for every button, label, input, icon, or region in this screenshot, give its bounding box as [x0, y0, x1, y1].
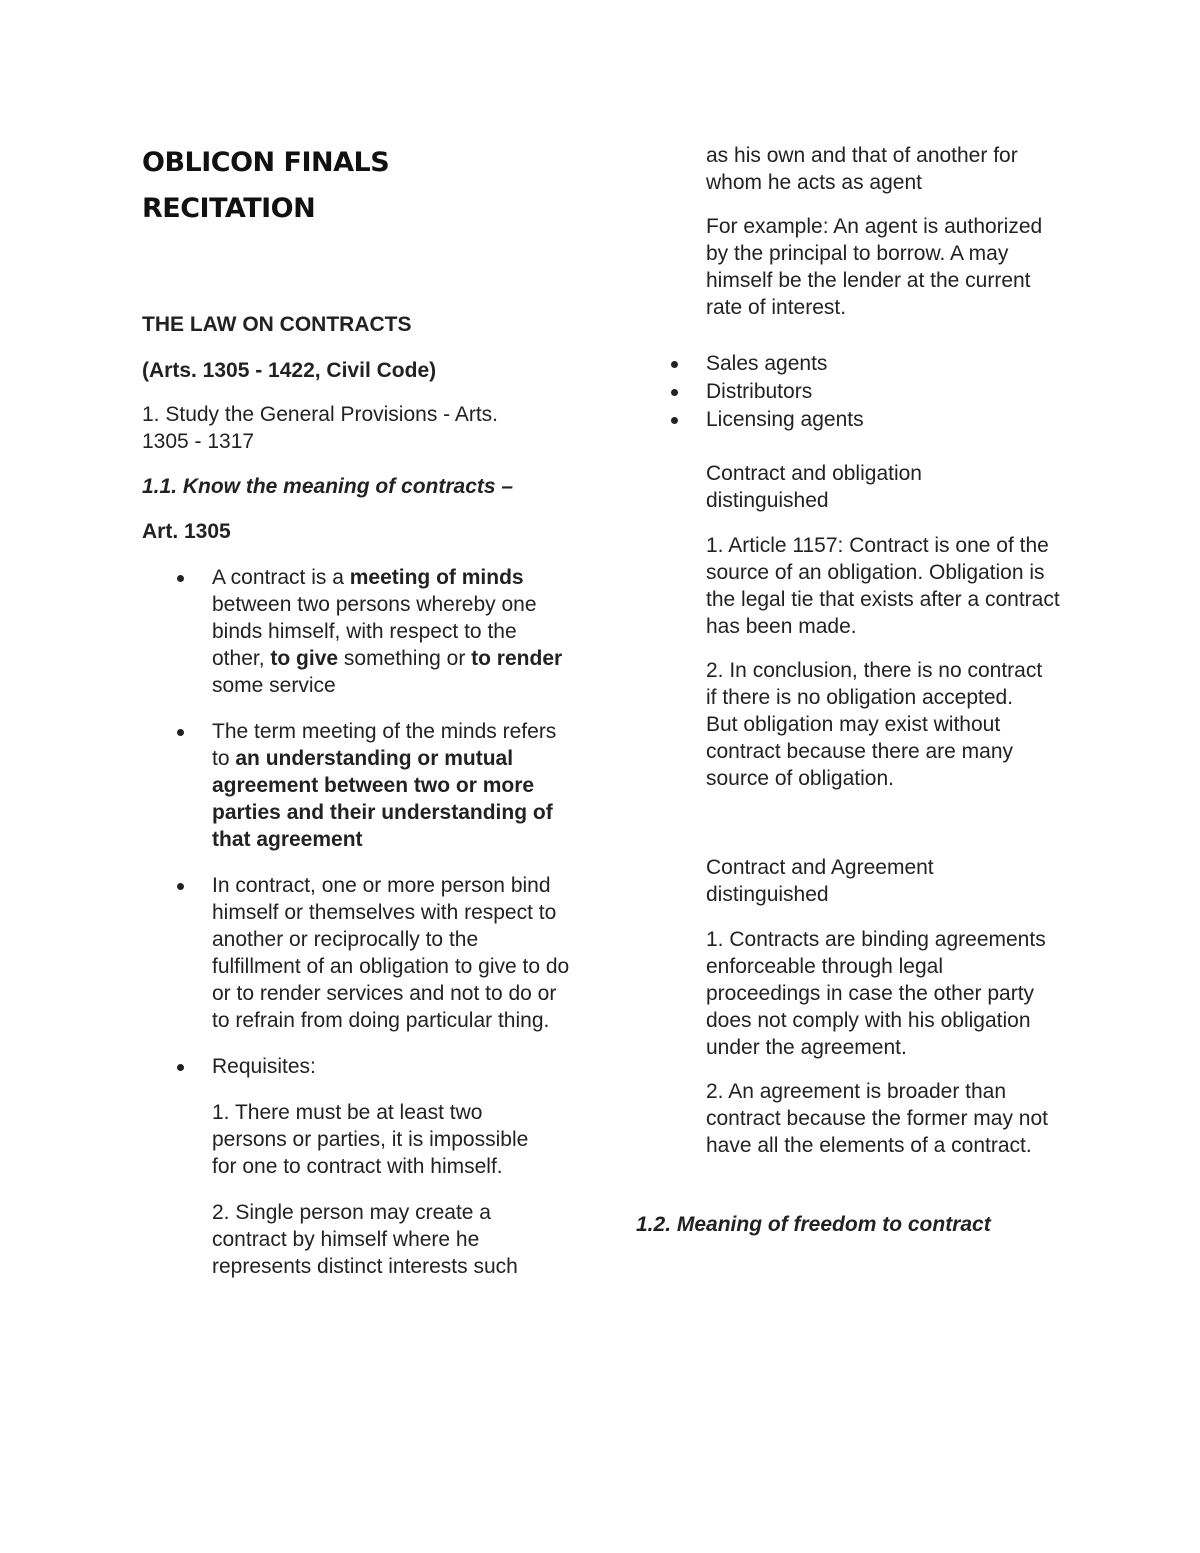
agent-example: For example: An agent is authorized by the principal to borrow. A may himself be the lender at the current rate of interest. [706, 215, 1043, 319]
document-title-line1: OBLICON FINALS [142, 147, 390, 178]
contract-obligation-point-1: 1. Article 1157: Contract is one of the source of an obligation. Obligation is the legal tie that exists after a contract has been made. [706, 534, 1060, 638]
document-title-line2: RECITATION [142, 193, 316, 224]
requisite-1: 1. There must be at least two persons or parties, it is impossible for one to contract with himself. [212, 1101, 529, 1178]
bullet-icon [671, 361, 678, 368]
requisite-2-continued: as his own and that of another for whom he acts as agent [706, 144, 1018, 194]
contract-agreement-point-2: 2. An agreement is broader than contract because the former may not have all the elements of a contract. [706, 1080, 1048, 1157]
bullet-icon [671, 389, 678, 396]
definition-list [142, 564, 572, 1080]
left-column [142, 140, 582, 1280]
subsection-heading-1-1: 1.1. Know the meaning of contracts – [142, 475, 514, 498]
bullet-icon [177, 883, 184, 890]
bullet-icon [177, 575, 184, 582]
list-item: Requisites: [142, 1053, 572, 1080]
agent-types-list [636, 350, 1076, 433]
study-instruction [142, 401, 562, 455]
list-item: Licensing agents [636, 406, 1076, 433]
contract-obligation-point-2: 2. In conclusion, there is no contract if there is no obligation accepted. But obligation may exist without contract because there are many source of obligation. [706, 659, 1043, 790]
right-column [636, 142, 1076, 1238]
subsection-heading-1-2: 1.2. Meaning of freedom to contract [636, 1213, 991, 1236]
list-item: The term meeting of the minds refers to an understanding or mutual agreement between two or more parties and their understanding of that agreement [142, 718, 572, 853]
list-item: Distributors [636, 378, 1076, 405]
article-label: Art. 1305 [142, 520, 231, 543]
list-item: In contract, one or more person bind himself or themselves with respect to another or reciprocally to the fulfillment of an obligation to give to do or to render services and not to do or to refrain from doing particular thing. [142, 872, 572, 1034]
section-heading: THE LAW ON CONTRACTS [142, 313, 412, 336]
contract-agreement-heading: Contract and Agreement distinguished [706, 856, 934, 906]
requisite-2: 2. Single person may create a contract by himself where he represents distinct interests such [212, 1201, 518, 1278]
list-item: A contract is a meeting of minds between two persons whereby one binds himself, with respect to the other, to give something or to render some service [142, 564, 572, 699]
study-line-1: 1. Study the General Provisions - Arts. [142, 403, 498, 426]
study-line-2: 1305 - 1317 [142, 430, 255, 453]
articles-range: (Arts. 1305 - 1422, Civil Code) [142, 359, 437, 382]
contract-agreement-point-1: 1. Contracts are binding agreements enforceable through legal proceedings in case the other party does not comply with his obligation under the agreement. [706, 928, 1046, 1059]
contract-obligation-heading: Contract and obligation distinguished [706, 462, 922, 512]
bullet-icon [177, 1064, 184, 1071]
list-item: Sales agents [636, 350, 1076, 377]
bullet-icon [177, 729, 184, 736]
bullet-icon [671, 417, 678, 424]
